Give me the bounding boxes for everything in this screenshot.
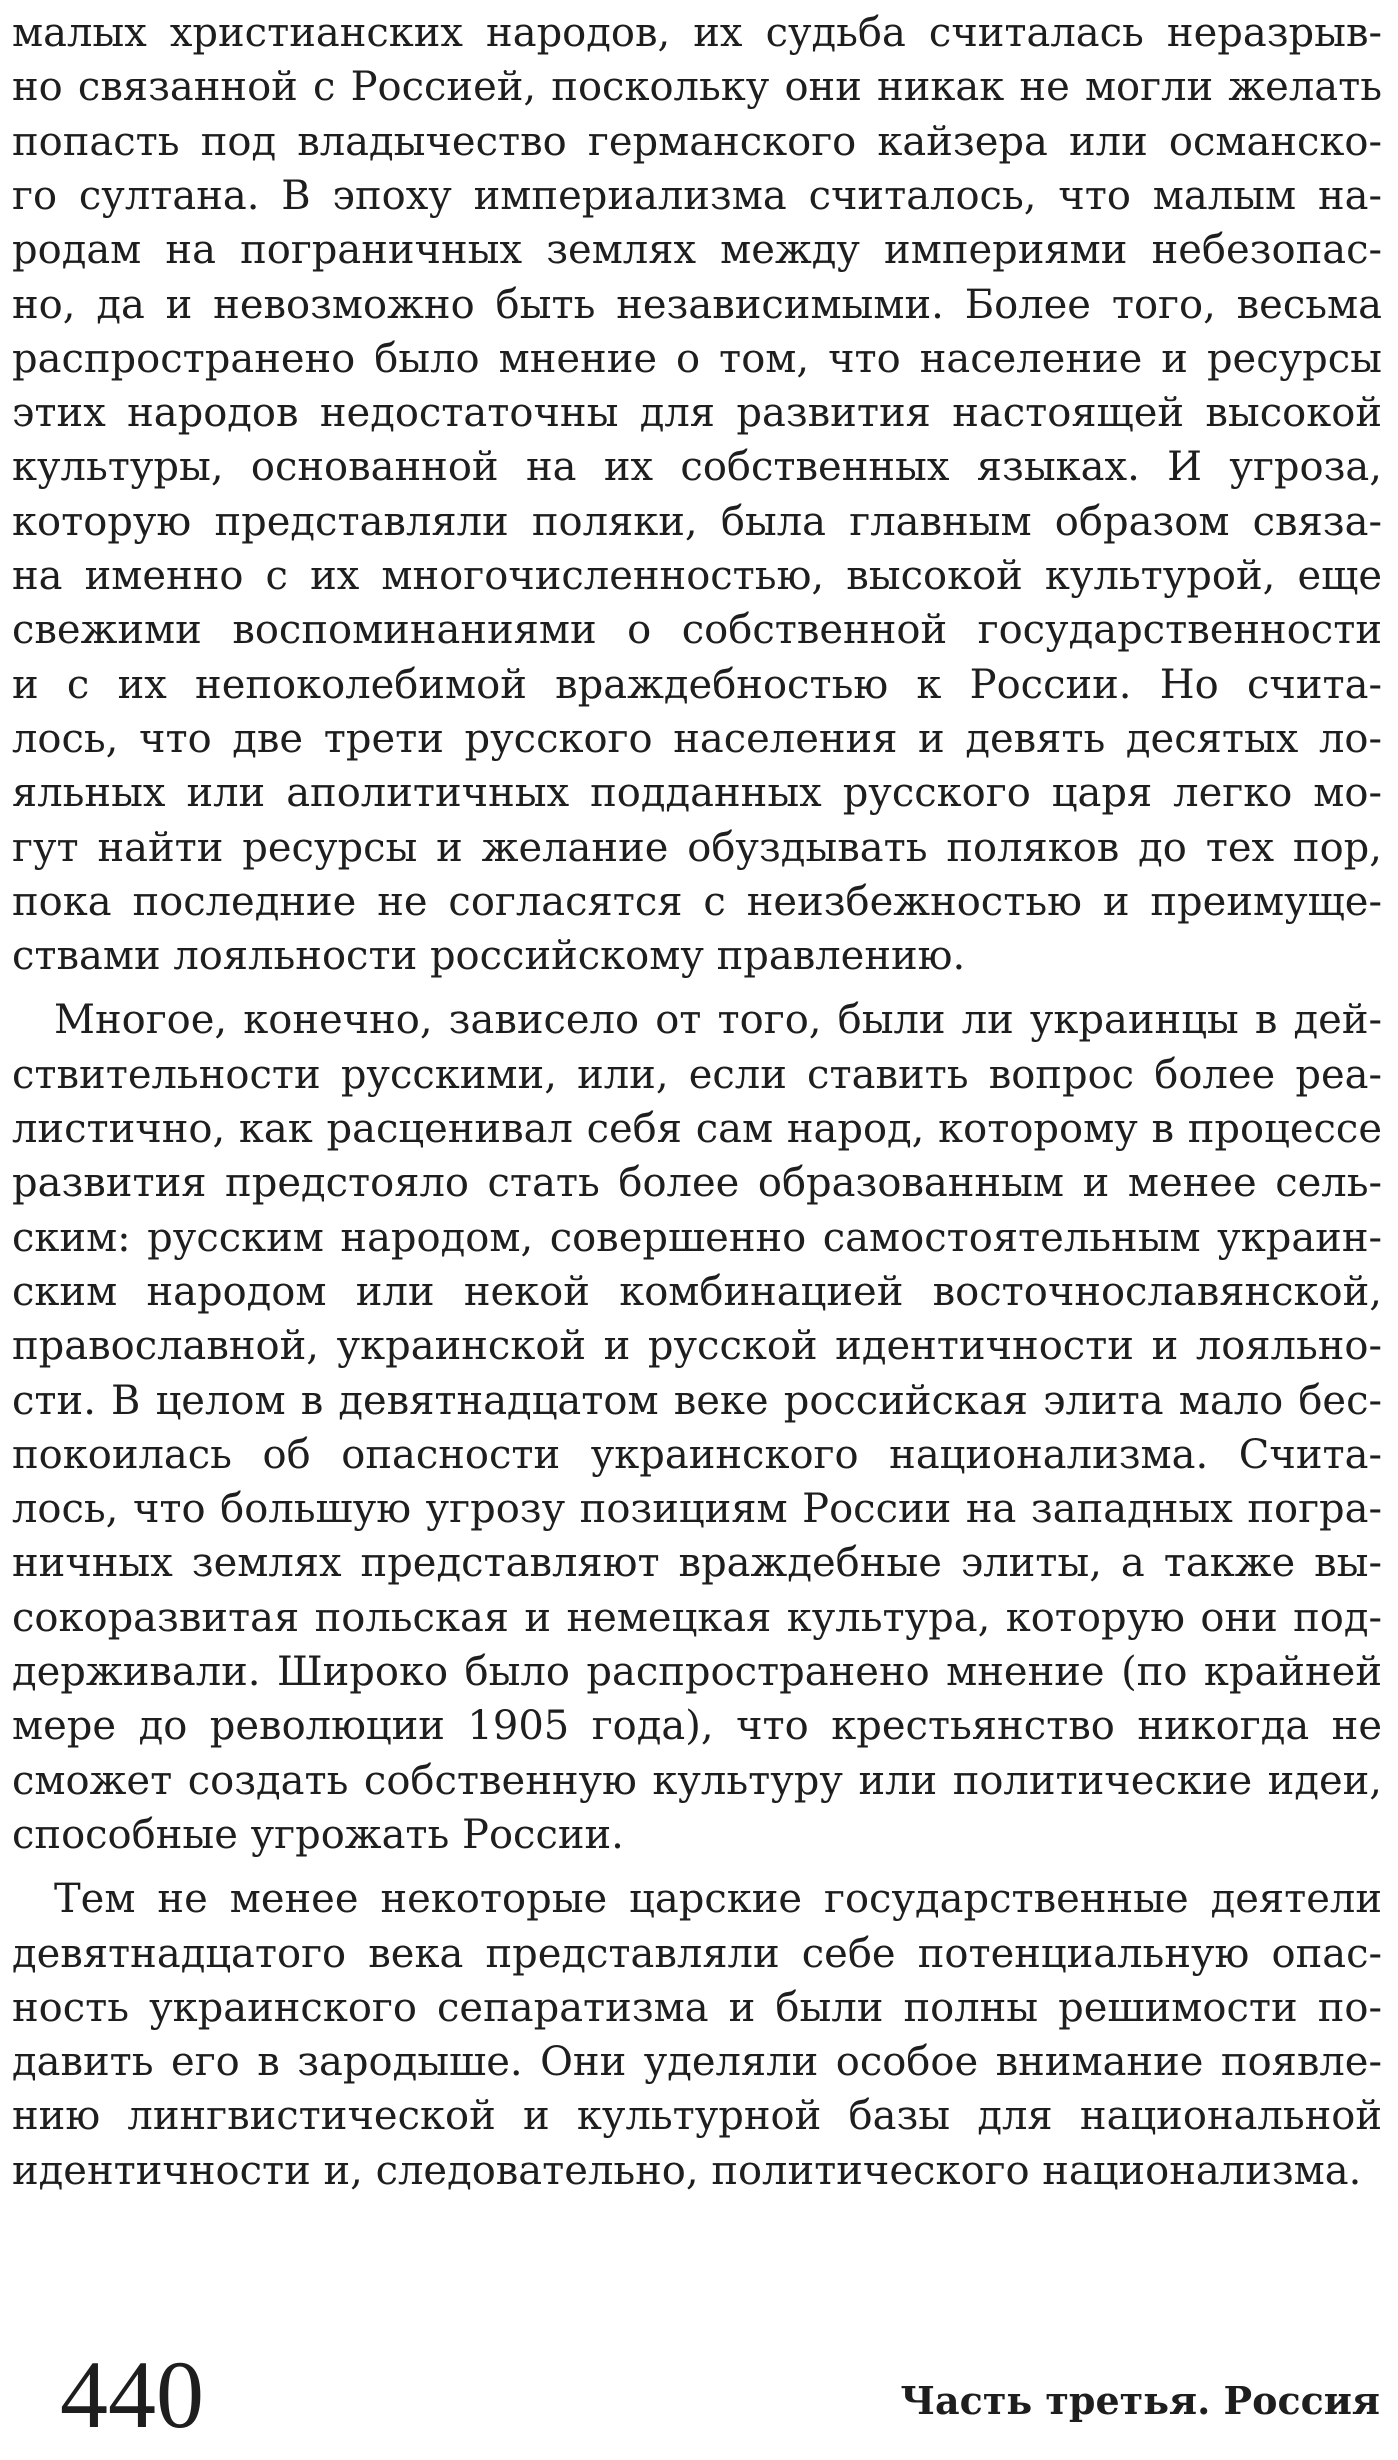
text-line: на именно с их многочисленностью, высокой культурой, еще — [12, 553, 1382, 599]
text-line: ничных землях представляют враждебные элиты, а также вы- — [12, 1540, 1382, 1587]
text-line: но, да и невозможно быть независимыми. Более того, весьма — [12, 281, 1382, 328]
text-line: ским народом или некой комбинацией восточнославянской, — [12, 1268, 1382, 1315]
text-line: лось, что две трети русского населения и девять десятых ло- — [12, 715, 1382, 762]
text-line: нию лингвистической и культурной базы для национальной — [12, 2093, 1382, 2140]
text-line: православной, украинской и русской идентичности и лояльно- — [12, 1323, 1382, 1370]
text-line: ствительности русскими, или, если ставить вопрос более реа- — [12, 1051, 1382, 1098]
text-line: ским: русским народом, совершенно самостоятельным украин- — [12, 1214, 1382, 1261]
text-line: ность украинского сепаратизма и были полны решимости по- — [12, 1984, 1382, 2031]
text-line: Тем не менее некоторые царские государственные деятели — [54, 1876, 1382, 1923]
text-line: развития предстояло стать более образованным и менее сель- — [12, 1160, 1382, 1207]
text-line: ствами лояльности российскому правлению. — [12, 933, 966, 980]
text-line: покоилась об опасности украинского национализма. Счита- — [12, 1431, 1382, 1478]
text-line: сокоразвитая польская и немецкая культура, которую они под- — [12, 1594, 1382, 1641]
text-line: культуры, основанной на их собственных языках. И угроза, — [12, 444, 1382, 491]
text-line: идентичности и, следовательно, политического национализма. — [12, 2147, 1362, 2194]
text-line: распространено было мнение о том, что население и ресурсы — [12, 335, 1382, 382]
text-line: листично, как расценивал себя сам народ, которому в процессе — [12, 1106, 1382, 1152]
text-line: родам на пограничных землях между империями небезопас- — [12, 227, 1382, 274]
text-line: сможет создать собственную культуру или политические идеи, — [12, 1757, 1382, 1804]
text-line: го султана. В эпоху империализма считалось, что малым на- — [12, 172, 1382, 219]
text-line: пока последние не согласятся с неизбежностью и преимуще- — [12, 878, 1382, 925]
page-number: 440 — [60, 2341, 204, 2448]
text-line: способные угрожать России. — [12, 1811, 624, 1858]
text-line: Многое, конечно, зависело от того, были ли украинцы в дей- — [54, 997, 1382, 1044]
text-line: свежими воспоминаниями о собственной государственности — [12, 607, 1382, 654]
text-line: но связанной с Россией, поскольку они никак не могли желать — [12, 64, 1382, 111]
running-head: Часть третья. Россия — [900, 2378, 1380, 2423]
text-line: давить его в зародыше. Они уделяли особое внимание появле- — [12, 2039, 1382, 2086]
text-line: держивали. Широко было распространено мнение (по крайней — [12, 1649, 1382, 1695]
text-line: попасть под владычество германского кайзера или османско- — [12, 118, 1382, 165]
text-line: этих народов недостаточны для развития настоящей высокой — [12, 390, 1382, 437]
text-line: девятнадцатого века представляли себе потенциальную опас- — [12, 1930, 1382, 1977]
text-line: сти. В целом в девятнадцатом веке российская элита мало бес- — [12, 1377, 1382, 1424]
text-line: мере до революции 1905 года), что крестьянство никогда не — [12, 1703, 1382, 1750]
text-line: яльных или аполитичных подданных русского царя легко мо- — [12, 770, 1382, 817]
text-line: лось, что большую угрозу позициям России на западных погра- — [12, 1486, 1382, 1533]
text-line: малых христианских народов, их судьба считалась неразрыв- — [12, 10, 1382, 56]
text-line: гут найти ресурсы и желание обуздывать поляков до тех пор, — [12, 824, 1382, 871]
text-line: которую представляли поляки, была главным образом связа- — [12, 498, 1382, 545]
text-line: и с их непоколебимой враждебностью к России. Но счита- — [12, 661, 1382, 708]
